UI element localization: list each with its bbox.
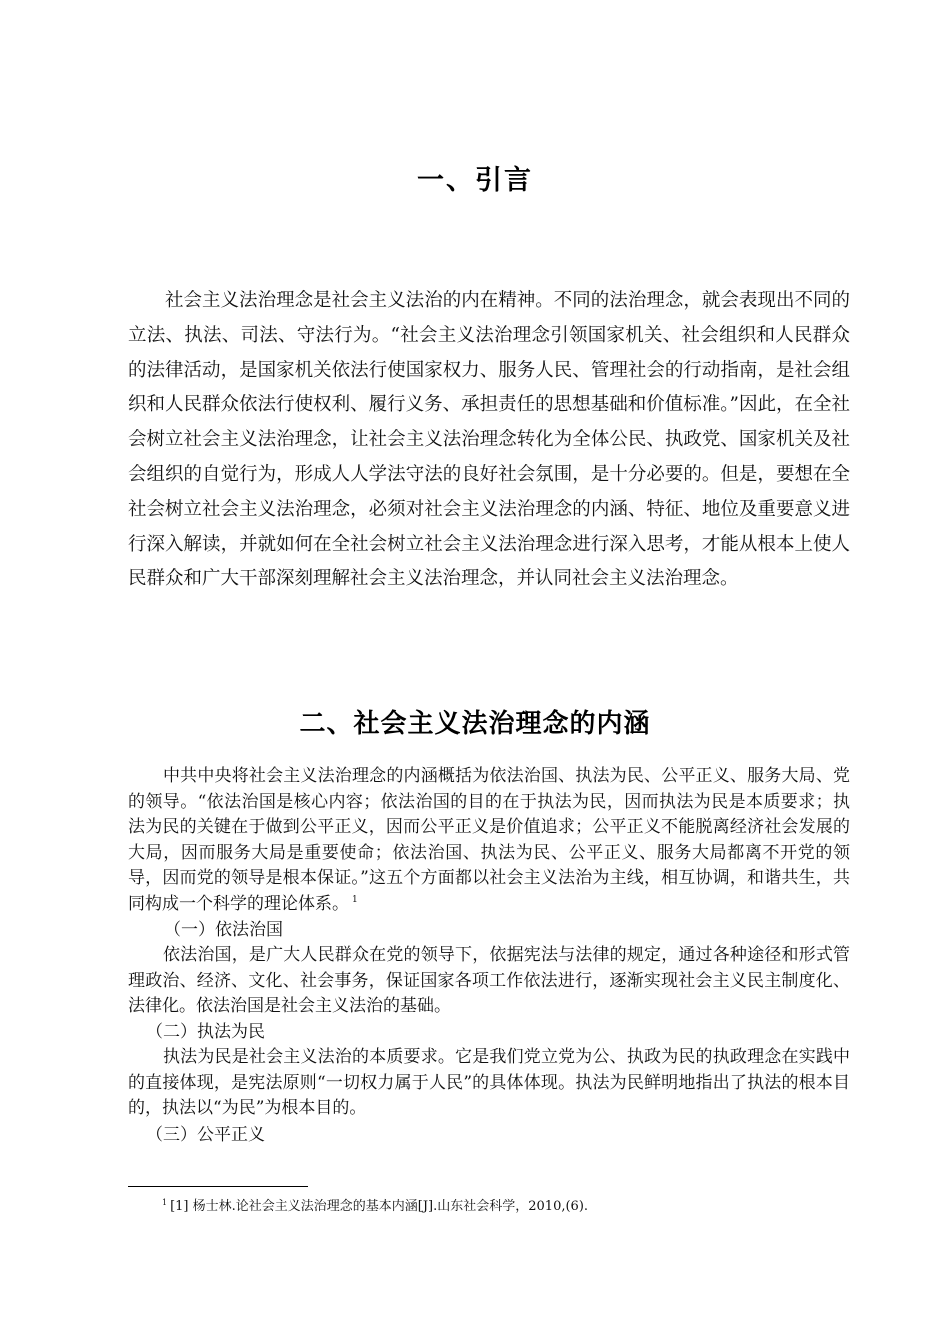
section-2-paragraph xyxy=(128,764,850,918)
section-2-paragraph-text: 中共中央将社会主义法治理念的内涵概括为依法治国、执法为民、公平正义、服务大局、党的领导。“依法治国是核心内容；依法治国的目的在于执法为民，因而执法为民是本质要求；执法为民的关键在于做到公平正义，因而公平正义是价值追求；公平正义不能脱离经济社会发展的大局，因而服务大局是重要使命；依法治国、执法为民、公平正义、服务大局都离不开党的领导，因而党的领导是根本保证。”这五个方面都以社会主义法治为主线，相互协调，和谐共生，共同构成一个科学的理论体系。 xyxy=(128,766,850,914)
footnote-separator xyxy=(128,1186,308,1187)
subsection-2-body: 执法为民是社会主义法治的本质要求。它是我们党立党为公、执政为民的执政理念在实践中的直接体现，是宪法原则“一切权力属于人民”的具体体现。执法为民鲜明地指出了执法的根本目的，执法以“为民”为根本目的。 xyxy=(128,1047,850,1119)
section-1-title: 一、引言 xyxy=(417,165,533,196)
footnote-marker: 1 xyxy=(162,1197,168,1207)
footnote xyxy=(162,1198,842,1216)
section-2-title: 二、社会主义法治理念的内涵 xyxy=(299,709,651,739)
subsection-2-heading: （二）执法为民 xyxy=(146,1022,265,1042)
footnote-text: [1] 杨士林.论社会主义法治理念的基本内涵[J].山东社会科学，2010,(6). xyxy=(170,1199,589,1214)
subsection-3-heading: （三）公平正义 xyxy=(146,1125,265,1145)
subsection-1-heading: （一）依法治国 xyxy=(164,920,283,940)
section-1-paragraph: 社会主义法治理念是社会主义法治的内在精神。不同的法治理念，就会表现出不同的立法、执法、司法、守法行为。“社会主义法治理念引领国家机关、社会组织和人民群众的法律活动，是国家机关依法行使国家权力、服务人民、管理社会的行动指南，是社会组织和人民群众依法行使权利、履行义务、承担责任的思想基础和价值标准。”因此，在全社会树立社会主义法治理念，让社会主义法治理念转化为全体公民、执政党、国家机关及社会组织的自觉行为，形成人人学法守法的良好社会氛围，是十分必要的。但是，要想在全社会树立社会主义法治理念，必须对社会主义法治理念的内涵、特征、地位及重要意义进行深入解读，并就如何在全社会树立社会主义法治理念进行深入思考，才能从根本上使人民群众和广大干部深刻理解社会主义法治理念，并认同社会主义法治理念。 xyxy=(128,290,850,590)
subsection-1-body: 依法治国，是广大人民群众在党的领导下，依据宪法与法律的规定，通过各种途径和形式管理政治、经济、文化、社会事务，保证国家各项工作依法进行，逐渐实现社会主义民主制度化、法律化。依法治国是社会主义法治的基础。 xyxy=(128,945,850,1017)
footnote-reference[interactable]: 1 xyxy=(352,895,358,906)
